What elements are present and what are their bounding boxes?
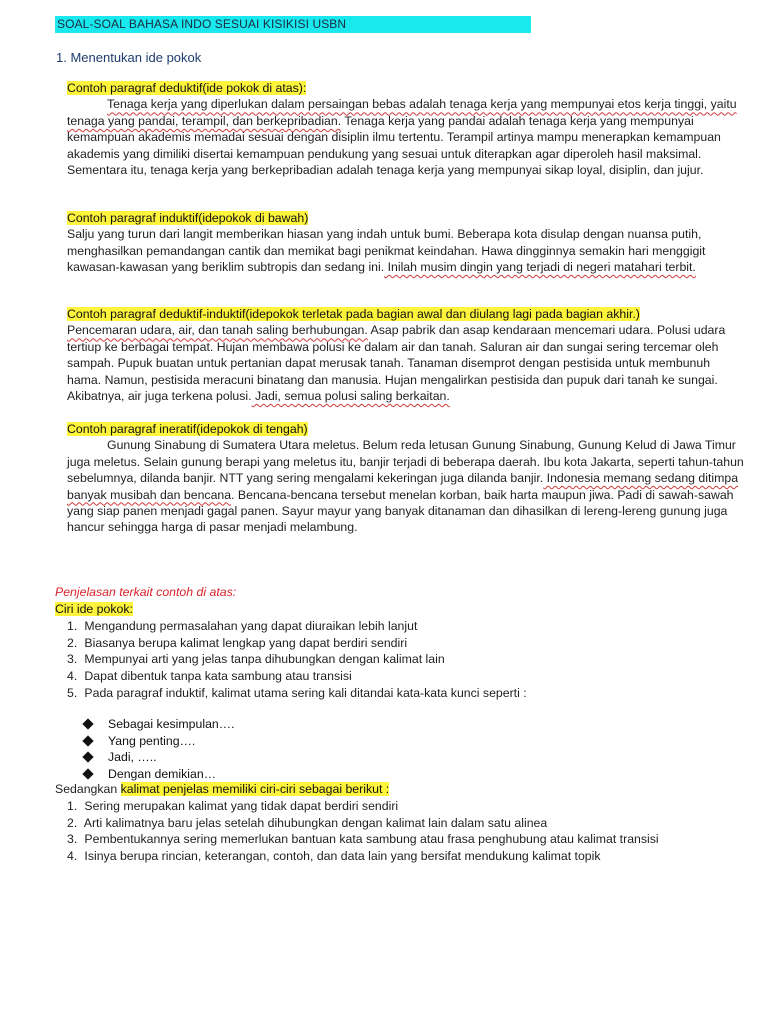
induktif-block [67, 210, 747, 276]
ineratif-paragraph [67, 437, 747, 535]
list-item: 3. Mempunyai arti yang jelas tanpa dihubungkan dengan kalimat lain [67, 652, 445, 667]
campuran-label: Contoh paragraf deduktif-induktif(idepokok terletak pada bagian awal dan diulang lagi pada bagian akhir.) [67, 307, 640, 321]
list-item: 4. Dapat dibentuk tanpa kata sambung atau transisi [67, 669, 352, 684]
penjelasan-title: Penjelasan terkait contoh di atas: [55, 585, 237, 599]
ineratif-label: Contoh paragraf ineratif(idepokok di tengah) [67, 422, 308, 436]
ciri-title: Ciri ide pokok: [55, 602, 133, 616]
ineratif-text-after: . Bencana-bencana tersebut menelan korban, baik harta maupun jiwa. Padi di sawah-sawah yang siap panen menjadi gagal panen. Sayur mayur yang banyak ditanaman dan dihasilkan di lereng-lereng gunung juga hancur sehingga harga di pasar menjadi melambung. [67, 487, 734, 535]
list-item: 1. Mengandung permasalahan yang dapat diuraikan lebih lanjut [67, 619, 418, 633]
deduktif-label: Contoh paragraf deduktif(ide pokok di atas): [67, 81, 307, 95]
deduktif-block [67, 80, 747, 178]
campuran-text: Asap pabrik dan asap kendaraan mencemari udara. Polusi udara tertiup ke berbagai tempat. Hujan membawa polusi ke dalam air dan tanah. Saluran air dan sungai sering tercemar oleh sampah. Pupuk buatan untuk pertanian dapat merusak tanah. Tanaman disemprot dengan pestisida untuk membunuh hama. Namun, pestisida meracuni binatang dan manusia. Hujan mengalirkan pestisida dan pupuk dari tanah ke sungai. Akibatnya, air juga terkena polusi. [67, 323, 726, 404]
induktif-label: Contoh paragraf induktif(idepokok di bawah) [67, 211, 309, 225]
list-item: 4. Isinya berupa rincian, keterangan, contoh, dan data lain yang bersifat mendukung kalimat topik [67, 849, 601, 864]
list-item: 2. Arti kalimatnya baru jelas setelah dihubungkan dengan kalimat lain dalam satu alinea [67, 815, 548, 830]
list-item: Sebagai kesimpulan…. [82, 716, 234, 733]
induktif-text: Salju yang turun dari langit memberikan hiasan yang indah untuk bumi. Beberapa kota disulap dengan nuansa putih, menghasilkan pemandangan cantik dan memikat bagi penikmat keindahan. Hawa dingginnya semakin hari menggigit kawasan-kawasan yang beriklim subtropis dan sedang ini. [67, 227, 706, 275]
diamond-bullet-icon [82, 768, 93, 779]
deduktif-paragraph [67, 96, 747, 178]
campuran-block [67, 306, 747, 404]
diamond-bullet-icon [82, 719, 93, 730]
document-banner: SOAL-SOAL BAHASA INDO SESUAI KISIKISI USBN [55, 16, 531, 33]
deduktif-rest: Tenaga kerja yang pandai adalah tenaga kerja yang mempunyai kemampuan akademis memadai sesuai dengan disiplin ilmu tertentu. Terampil artinya mampu menerapkan kemampuan akademis yang dimiliki disertai kemampuan pendukung yang sesuai untuk diterapkan agar diperoleh hasil maksimal. Sementara itu, tenaga kerja yang berkepribadian adalah tenaga kerja yang mempunyai sikap loyal, disiplin, dan jujur. [67, 113, 721, 178]
keyword-bullets [82, 716, 234, 782]
penjelas-intro: Sedangkan kalimat penjelas memiliki ciri-ciri sebagai berikut : [55, 782, 390, 796]
section-title: 1. Menentukan ide pokok [56, 50, 202, 65]
ineratif-text-before: Gunung Sinabung di Sumatera Utara meletus. Belum reda letusan Gunung Sinabung, Gunung Kelud di Jawa Timur juga meletus. Selain gunung berapi yang meletus itu, banjir terjadi di beberapa daerah. Ibu kota Jakarta, seperti tahun-tahun sebelumnya, dilanda banjir. NTT yang sering mengalami kekeringan juga dilanda banjir. [67, 438, 744, 486]
list-item: 1. Sering merupakan kalimat yang tidak dapat berdiri sendiri [67, 799, 399, 813]
diamond-bullet-icon [82, 752, 93, 763]
induktif-paragraph [67, 226, 747, 275]
list-item: 5. Pada paragraf induktif, kalimat utama sering kali ditandai kata-kata kunci seperti : [67, 685, 527, 700]
list-item: Jadi, ….. [82, 749, 234, 766]
list-item: 3. Pembentukannya sering memerlukan bantuan kata sambung atau frasa penghubung atau kalimat transisi [67, 832, 659, 847]
ineratif-main-idea: Indonesia memang sedang ditimpa banyak musibah dan bencana [67, 471, 739, 502]
campuran-main-idea-start: Pencemaran udara, air, dan tanah saling berhubungan. [67, 323, 368, 338]
penjelas-list [67, 798, 757, 865]
ciri-list [67, 618, 757, 702]
deduktif-main-idea: Tenaga kerja yang diperlukan dalam persaingan bebas adalah tenaga kerja yang mempunyai etos kerja tinggi, yaitu tenaga yang pandai, terampil, dan berkepribadian. [67, 97, 737, 128]
campuran-paragraph [67, 322, 747, 404]
induktif-main-idea: Inilah musim dingin yang terjadi di negeri matahari terbit. [384, 260, 696, 275]
list-item: 2. Biasanya berupa kalimat lengkap yang dapat berdiri sendiri [67, 635, 408, 650]
list-item: Yang penting…. [82, 733, 234, 750]
diamond-bullet-icon [82, 735, 93, 746]
ineratif-block [67, 421, 747, 536]
list-item: Dengan demikian… [82, 766, 234, 783]
penjelas-label: kalimat penjelas memiliki ciri-ciri sebagai berikut : [120, 782, 390, 796]
campuran-main-idea-end: Jadi, semua polusi saling berkaitan. [251, 389, 450, 404]
